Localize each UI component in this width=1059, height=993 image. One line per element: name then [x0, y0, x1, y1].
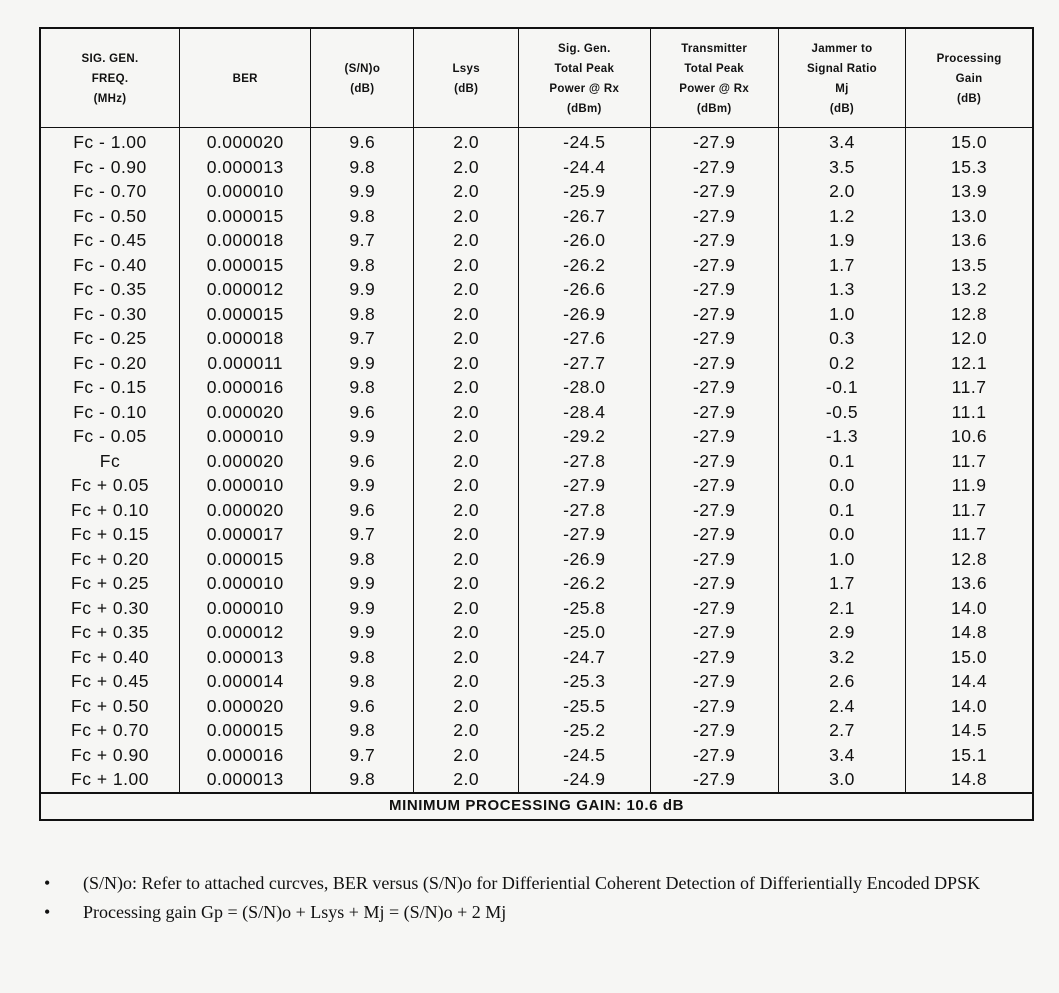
- table-header-row: [40, 28, 1033, 128]
- lsys-cell: 2.0: [414, 718, 519, 743]
- sn-cell: 9.8: [311, 375, 414, 400]
- sn-cell: 9.8: [311, 767, 414, 793]
- ber-cell: 0.000018: [180, 228, 311, 253]
- sn-cell: 9.9: [311, 277, 414, 302]
- processing-gain-cell: 15.0: [906, 128, 1033, 155]
- lsys-cell: 2.0: [414, 375, 519, 400]
- note-item: [44, 901, 1024, 924]
- transmitter-power-cell: -27.9: [650, 694, 778, 719]
- lsys-cell: 2.0: [414, 326, 519, 351]
- freq-cell: Fc + 0.35: [40, 620, 180, 645]
- mj-cell: 1.7: [778, 571, 905, 596]
- lsys-cell: 2.0: [414, 302, 519, 327]
- sig-gen-power-cell: -26.0: [519, 228, 650, 253]
- transmitter-power-cell: -27.9: [650, 571, 778, 596]
- sn-cell: 9.6: [311, 449, 414, 474]
- freq-cell: Fc - 1.00: [40, 128, 180, 155]
- sn-cell: 9.8: [311, 253, 414, 278]
- sig-gen-power-cell: -26.7: [519, 204, 650, 229]
- header-jammer-signal-ratio: [778, 28, 905, 128]
- mj-cell: 3.2: [778, 645, 905, 670]
- transmitter-power-cell: -27.9: [650, 547, 778, 572]
- header-transmitter-power: [650, 28, 778, 128]
- processing-gain-cell: 13.6: [906, 228, 1033, 253]
- sig-gen-power-cell: -25.9: [519, 179, 650, 204]
- transmitter-power-cell: -27.9: [650, 326, 778, 351]
- sig-gen-power-cell: -29.2: [519, 424, 650, 449]
- table-row: [40, 473, 1033, 498]
- table-row: [40, 571, 1033, 596]
- table-row: [40, 718, 1033, 743]
- sn-cell: 9.8: [311, 645, 414, 670]
- lsys-cell: 2.0: [414, 596, 519, 621]
- freq-cell: Fc + 0.50: [40, 694, 180, 719]
- freq-cell: Fc - 0.45: [40, 228, 180, 253]
- mj-cell: 1.0: [778, 302, 905, 327]
- header-line: (MHz): [93, 93, 127, 105]
- sn-cell: 9.8: [311, 669, 414, 694]
- table-row: [40, 743, 1033, 768]
- sig-gen-power-cell: -25.5: [519, 694, 650, 719]
- note-item: [44, 872, 1024, 895]
- transmitter-power-cell: -27.9: [650, 400, 778, 425]
- freq-cell: Fc - 0.20: [40, 351, 180, 376]
- header-sig-gen-power: [519, 28, 650, 128]
- freq-cell: Fc - 0.90: [40, 155, 180, 180]
- header-line: Transmitter: [681, 43, 748, 55]
- freq-cell: Fc: [40, 449, 180, 474]
- freq-cell: Fc - 0.50: [40, 204, 180, 229]
- transmitter-power-cell: -27.9: [650, 620, 778, 645]
- freq-cell: Fc + 0.05: [40, 473, 180, 498]
- ber-cell: 0.000015: [180, 204, 311, 229]
- header-line: Lsys: [452, 63, 480, 75]
- note-text: Processing gain Gp = (S/N)o + Lsys + Mj = (S/N)o + 2 Mj: [83, 902, 507, 922]
- ber-cell: 0.000013: [180, 155, 311, 180]
- ber-cell: 0.000020: [180, 498, 311, 523]
- ber-cell: 0.000010: [180, 179, 311, 204]
- transmitter-power-cell: -27.9: [650, 449, 778, 474]
- sn-cell: 9.9: [311, 596, 414, 621]
- note-text: (S/N)o: Refer to attached curcves, BER versus (S/N)o for Differiential Coherent Detection of Differientially Encoded DPSK: [83, 873, 981, 893]
- sig-gen-power-cell: -27.9: [519, 522, 650, 547]
- freq-cell: Fc + 0.10: [40, 498, 180, 523]
- table-footer-row: [40, 793, 1033, 820]
- lsys-cell: 2.0: [414, 669, 519, 694]
- header-line: Sig. Gen.: [558, 43, 611, 55]
- table-row: [40, 179, 1033, 204]
- lsys-cell: 2.0: [414, 179, 519, 204]
- header-line: Processing: [936, 53, 1002, 65]
- bullet-icon: •: [44, 873, 51, 893]
- ber-cell: 0.000020: [180, 400, 311, 425]
- lsys-cell: 2.0: [414, 498, 519, 523]
- mj-cell: 0.0: [778, 522, 905, 547]
- sig-gen-power-cell: -26.6: [519, 277, 650, 302]
- ber-cell: 0.000013: [180, 645, 311, 670]
- processing-gain-cell: 12.1: [906, 351, 1033, 376]
- processing-gain-cell: 11.7: [906, 449, 1033, 474]
- transmitter-power-cell: -27.9: [650, 302, 778, 327]
- processing-gain-cell: 14.0: [906, 694, 1033, 719]
- header-processing-gain: [906, 28, 1033, 128]
- header-ber: [180, 28, 311, 128]
- lsys-cell: 2.0: [414, 620, 519, 645]
- sig-gen-power-cell: -27.8: [519, 498, 650, 523]
- processing-gain-cell: 11.9: [906, 473, 1033, 498]
- table-row: [40, 128, 1033, 155]
- sn-cell: 9.9: [311, 571, 414, 596]
- header-line: (S/N)o: [344, 63, 381, 75]
- sn-cell: 9.8: [311, 718, 414, 743]
- header-line: Gain: [955, 73, 983, 85]
- ber-cell: 0.000013: [180, 767, 311, 793]
- lsys-cell: 2.0: [414, 473, 519, 498]
- ber-cell: 0.000010: [180, 571, 311, 596]
- sig-gen-power-cell: -24.5: [519, 128, 650, 155]
- sig-gen-power-cell: -24.9: [519, 767, 650, 793]
- processing-gain-table: [39, 27, 1034, 821]
- mj-cell: 3.0: [778, 767, 905, 793]
- lsys-cell: 2.0: [414, 645, 519, 670]
- mj-cell: 2.9: [778, 620, 905, 645]
- freq-cell: Fc + 0.45: [40, 669, 180, 694]
- lsys-cell: 2.0: [414, 128, 519, 155]
- freq-cell: Fc + 0.15: [40, 522, 180, 547]
- sn-cell: 9.9: [311, 351, 414, 376]
- table-row: [40, 253, 1033, 278]
- ber-cell: 0.000020: [180, 694, 311, 719]
- sig-gen-power-cell: -28.4: [519, 400, 650, 425]
- sn-cell: 9.6: [311, 498, 414, 523]
- sn-cell: 9.9: [311, 424, 414, 449]
- ber-cell: 0.000015: [180, 718, 311, 743]
- table-row: [40, 326, 1033, 351]
- mj-cell: 3.5: [778, 155, 905, 180]
- ber-cell: 0.000010: [180, 424, 311, 449]
- header-line: (dB): [829, 103, 855, 115]
- sig-gen-power-cell: -27.7: [519, 351, 650, 376]
- table-row: [40, 547, 1033, 572]
- sig-gen-power-cell: -27.9: [519, 473, 650, 498]
- freq-cell: Fc + 1.00: [40, 767, 180, 793]
- freq-cell: Fc + 0.30: [40, 596, 180, 621]
- processing-gain-cell: 13.2: [906, 277, 1033, 302]
- lsys-cell: 2.0: [414, 204, 519, 229]
- processing-gain-cell: 13.6: [906, 571, 1033, 596]
- processing-gain-cell: 13.5: [906, 253, 1033, 278]
- table-row: [40, 620, 1033, 645]
- header-line: Signal Ratio: [806, 63, 877, 75]
- processing-gain-cell: 13.0: [906, 204, 1033, 229]
- mj-cell: 1.2: [778, 204, 905, 229]
- lsys-cell: 2.0: [414, 155, 519, 180]
- freq-cell: Fc + 0.40: [40, 645, 180, 670]
- ber-cell: 0.000020: [180, 449, 311, 474]
- sn-cell: 9.8: [311, 155, 414, 180]
- table-row: [40, 449, 1033, 474]
- lsys-cell: 2.0: [414, 400, 519, 425]
- sn-cell: 9.7: [311, 522, 414, 547]
- transmitter-power-cell: -27.9: [650, 498, 778, 523]
- sig-gen-power-cell: -24.7: [519, 645, 650, 670]
- transmitter-power-cell: -27.9: [650, 424, 778, 449]
- lsys-cell: 2.0: [414, 449, 519, 474]
- transmitter-power-cell: -27.9: [650, 204, 778, 229]
- transmitter-power-cell: -27.9: [650, 351, 778, 376]
- mj-cell: 2.0: [778, 179, 905, 204]
- lsys-cell: 2.0: [414, 277, 519, 302]
- transmitter-power-cell: -27.9: [650, 253, 778, 278]
- header-line: Mj: [835, 83, 849, 95]
- ber-cell: 0.000020: [180, 128, 311, 155]
- minimum-processing-gain: MINIMUM PROCESSING GAIN: 10.6 dB: [40, 793, 1033, 820]
- header-line: Total Peak: [554, 63, 615, 75]
- processing-gain-cell: 13.9: [906, 179, 1033, 204]
- table-row: [40, 596, 1033, 621]
- sig-gen-power-cell: -27.8: [519, 449, 650, 474]
- transmitter-power-cell: -27.9: [650, 522, 778, 547]
- lsys-cell: 2.0: [414, 571, 519, 596]
- mj-cell: 2.6: [778, 669, 905, 694]
- sn-cell: 9.8: [311, 547, 414, 572]
- table-row: [40, 522, 1033, 547]
- processing-gain-cell: 12.0: [906, 326, 1033, 351]
- processing-gain-cell: 15.1: [906, 743, 1033, 768]
- mj-cell: 0.1: [778, 449, 905, 474]
- sn-cell: 9.9: [311, 179, 414, 204]
- processing-gain-cell: 10.6: [906, 424, 1033, 449]
- freq-cell: Fc + 0.25: [40, 571, 180, 596]
- processing-gain-cell: 11.7: [906, 522, 1033, 547]
- lsys-cell: 2.0: [414, 547, 519, 572]
- lsys-cell: 2.0: [414, 522, 519, 547]
- table-row: [40, 645, 1033, 670]
- processing-gain-cell: 14.8: [906, 767, 1033, 793]
- ber-cell: 0.000016: [180, 743, 311, 768]
- ber-cell: 0.000011: [180, 351, 311, 376]
- lsys-cell: 2.0: [414, 424, 519, 449]
- table-row: [40, 228, 1033, 253]
- ber-cell: 0.000015: [180, 302, 311, 327]
- header-line: (dB): [454, 83, 479, 95]
- notes-section: [44, 872, 1024, 930]
- header-line: (dB): [350, 83, 375, 95]
- sig-gen-power-cell: -25.3: [519, 669, 650, 694]
- sn-cell: 9.9: [311, 473, 414, 498]
- sig-gen-power-cell: -26.9: [519, 547, 650, 572]
- table-row: [40, 204, 1033, 229]
- mj-cell: 1.0: [778, 547, 905, 572]
- transmitter-power-cell: -27.9: [650, 375, 778, 400]
- processing-gain-cell: 14.8: [906, 620, 1033, 645]
- sig-gen-power-cell: -26.2: [519, 253, 650, 278]
- transmitter-power-cell: -27.9: [650, 155, 778, 180]
- mj-cell: -1.3: [778, 424, 905, 449]
- freq-cell: Fc - 0.10: [40, 400, 180, 425]
- mj-cell: 0.2: [778, 351, 905, 376]
- ber-cell: 0.000018: [180, 326, 311, 351]
- ber-cell: 0.000010: [180, 596, 311, 621]
- ber-cell: 0.000015: [180, 547, 311, 572]
- freq-cell: Fc - 0.30: [40, 302, 180, 327]
- sn-cell: 9.6: [311, 128, 414, 155]
- sn-cell: 9.8: [311, 302, 414, 327]
- mj-cell: 2.7: [778, 718, 905, 743]
- processing-gain-cell: 15.3: [906, 155, 1033, 180]
- transmitter-power-cell: -27.9: [650, 743, 778, 768]
- lsys-cell: 2.0: [414, 743, 519, 768]
- header-lsys: [414, 28, 519, 128]
- freq-cell: Fc - 0.25: [40, 326, 180, 351]
- mj-cell: 3.4: [778, 128, 905, 155]
- ber-cell: 0.000017: [180, 522, 311, 547]
- results-table-container: [39, 27, 1034, 821]
- lsys-cell: 2.0: [414, 694, 519, 719]
- freq-cell: Fc - 0.15: [40, 375, 180, 400]
- header-line: BER: [232, 73, 258, 85]
- ber-cell: 0.000012: [180, 620, 311, 645]
- lsys-cell: 2.0: [414, 228, 519, 253]
- header-line: Power @ Rx: [679, 83, 750, 95]
- header-line: Power @ Rx: [549, 83, 620, 95]
- table-row: [40, 302, 1033, 327]
- sig-gen-power-cell: -25.8: [519, 596, 650, 621]
- transmitter-power-cell: -27.9: [650, 718, 778, 743]
- processing-gain-cell: 14.0: [906, 596, 1033, 621]
- transmitter-power-cell: -27.9: [650, 179, 778, 204]
- mj-cell: -0.5: [778, 400, 905, 425]
- table-row: [40, 767, 1033, 793]
- sig-gen-power-cell: -28.0: [519, 375, 650, 400]
- processing-gain-cell: 15.0: [906, 645, 1033, 670]
- lsys-cell: 2.0: [414, 767, 519, 793]
- sn-cell: 9.6: [311, 400, 414, 425]
- table-row: [40, 400, 1033, 425]
- sig-gen-power-cell: -24.5: [519, 743, 650, 768]
- processing-gain-cell: 12.8: [906, 302, 1033, 327]
- lsys-cell: 2.0: [414, 351, 519, 376]
- freq-cell: Fc + 0.20: [40, 547, 180, 572]
- header-sn-output: [311, 28, 414, 128]
- mj-cell: 2.1: [778, 596, 905, 621]
- ber-cell: 0.000012: [180, 277, 311, 302]
- mj-cell: -0.1: [778, 375, 905, 400]
- table-row: [40, 694, 1033, 719]
- sn-cell: 9.7: [311, 228, 414, 253]
- mj-cell: 0.0: [778, 473, 905, 498]
- table-row: [40, 155, 1033, 180]
- transmitter-power-cell: -27.9: [650, 277, 778, 302]
- freq-cell: Fc - 0.35: [40, 277, 180, 302]
- transmitter-power-cell: -27.9: [650, 473, 778, 498]
- processing-gain-cell: 14.5: [906, 718, 1033, 743]
- freq-cell: Fc - 0.70: [40, 179, 180, 204]
- table-row: [40, 351, 1033, 376]
- freq-cell: Fc + 0.70: [40, 718, 180, 743]
- processing-gain-cell: 14.4: [906, 669, 1033, 694]
- sn-cell: 9.7: [311, 326, 414, 351]
- mj-cell: 1.3: [778, 277, 905, 302]
- ber-cell: 0.000015: [180, 253, 311, 278]
- freq-cell: Fc + 0.90: [40, 743, 180, 768]
- ber-cell: 0.000016: [180, 375, 311, 400]
- bullet-icon: •: [44, 902, 51, 922]
- transmitter-power-cell: -27.9: [650, 228, 778, 253]
- processing-gain-cell: 11.7: [906, 498, 1033, 523]
- ber-cell: 0.000010: [180, 473, 311, 498]
- header-line: SIG. GEN.: [81, 53, 139, 65]
- header-line: Total Peak: [684, 63, 744, 75]
- mj-cell: 3.4: [778, 743, 905, 768]
- processing-gain-cell: 11.7: [906, 375, 1033, 400]
- mj-cell: 1.9: [778, 228, 905, 253]
- header-line: (dB): [956, 93, 982, 105]
- sn-cell: 9.8: [311, 204, 414, 229]
- transmitter-power-cell: -27.9: [650, 645, 778, 670]
- table-body: [40, 128, 1033, 793]
- table-row: [40, 498, 1033, 523]
- mj-cell: 2.4: [778, 694, 905, 719]
- sn-cell: 9.7: [311, 743, 414, 768]
- sig-gen-power-cell: -26.2: [519, 571, 650, 596]
- ber-cell: 0.000014: [180, 669, 311, 694]
- sig-gen-power-cell: -25.0: [519, 620, 650, 645]
- mj-cell: 0.1: [778, 498, 905, 523]
- table-row: [40, 375, 1033, 400]
- header-sig-gen-freq: [40, 28, 180, 128]
- sn-cell: 9.9: [311, 620, 414, 645]
- transmitter-power-cell: -27.9: [650, 596, 778, 621]
- sig-gen-power-cell: -27.6: [519, 326, 650, 351]
- mj-cell: 0.3: [778, 326, 905, 351]
- transmitter-power-cell: -27.9: [650, 767, 778, 793]
- header-line: Jammer to: [811, 43, 873, 55]
- lsys-cell: 2.0: [414, 253, 519, 278]
- freq-cell: Fc - 0.40: [40, 253, 180, 278]
- processing-gain-cell: 12.8: [906, 547, 1033, 572]
- mj-cell: 1.7: [778, 253, 905, 278]
- processing-gain-cell: 11.1: [906, 400, 1033, 425]
- header-line: (dBm): [566, 103, 602, 115]
- freq-cell: Fc - 0.05: [40, 424, 180, 449]
- table-row: [40, 669, 1033, 694]
- sig-gen-power-cell: -24.4: [519, 155, 650, 180]
- transmitter-power-cell: -27.9: [650, 128, 778, 155]
- sig-gen-power-cell: -25.2: [519, 718, 650, 743]
- header-line: (dBm): [696, 103, 732, 115]
- table-row: [40, 277, 1033, 302]
- header-line: FREQ.: [91, 73, 129, 85]
- table-row: [40, 424, 1033, 449]
- sig-gen-power-cell: -26.9: [519, 302, 650, 327]
- sn-cell: 9.6: [311, 694, 414, 719]
- transmitter-power-cell: -27.9: [650, 669, 778, 694]
